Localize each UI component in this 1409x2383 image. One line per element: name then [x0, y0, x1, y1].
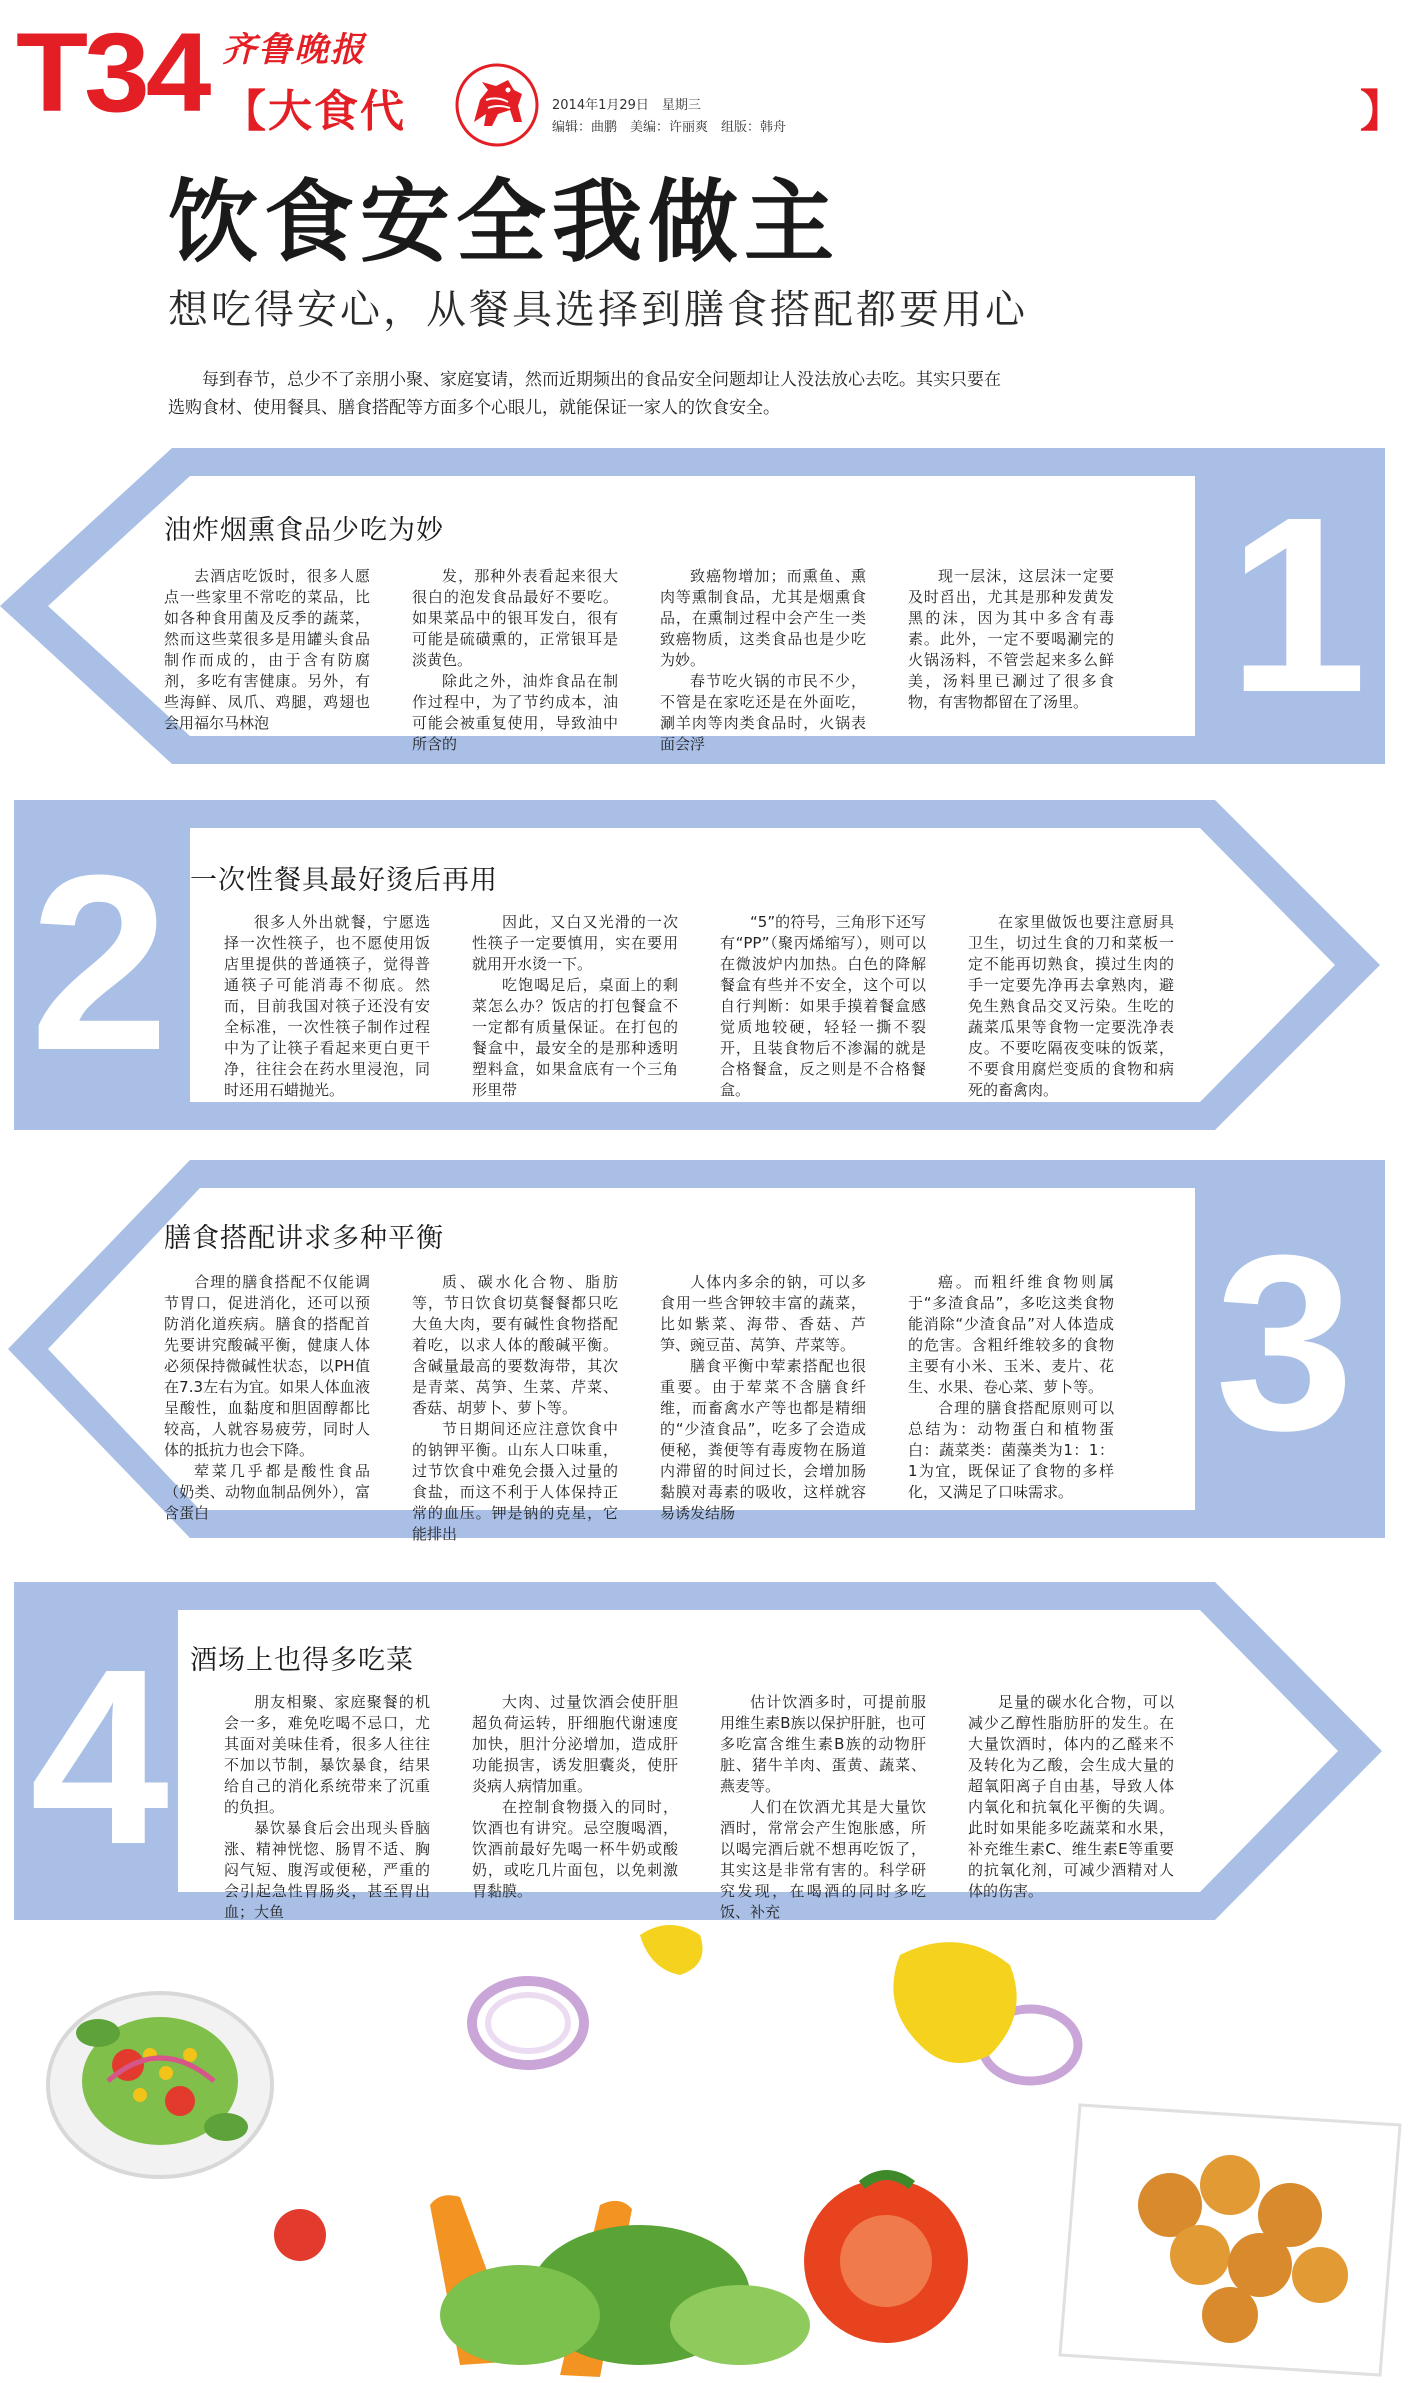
paragraph: 现一层沫，这层沫一定要及时舀出，尤其是那种发黄发黑的沫，因为其中多含有毒素。此外，一定不要喝涮完的火锅汤料，不管尝起来多么鲜美，汤料里已涮过了很多食物，有害物都留在了汤里。	[908, 567, 1114, 711]
paragraph: 暴饮暴食后会出现头昏脑涨、精神恍惚、肠胃不适、胸闷气短、腹泻或便秘，严重的会引起急性胃肠炎，甚至胃出血；大鱼	[224, 1819, 430, 1921]
section-2-number: 2	[30, 823, 170, 1102]
paragraph: 合理的膳食搭配不仅能调节胃口，促进消化，还可以预防消化道疾病。膳食的搭配首先要讲究酸碱平衡，健康人体必须保持微碱性状态，以PH值在7.3左右为宜。如果人体血液呈酸性，血黏度和胆固醇都比较高，人就容易疲劳，同时人体的抵抗力也会下降。	[164, 1273, 370, 1459]
paragraph: 在控制食物摄入的同时，饮酒也有讲究。忌空腹喝酒，饮酒前最好先喝一杯牛奶或酸奶，或吃几片面包，以免刺激胃黏膜。	[472, 1798, 678, 1900]
column-bracket-right: 】	[1360, 86, 1404, 137]
section-3-number: 3	[1215, 1203, 1355, 1482]
section-3-column-1	[164, 1272, 370, 1545]
paragraph: 人体内多余的钠，可以多食用一些含钾较丰富的蔬菜，比如紫菜、海带、香菇、芦笋、豌豆苗、莴笋、芹菜等。	[660, 1273, 866, 1354]
section-1-column-1	[164, 566, 370, 755]
paragraph: 质、碳水化合物、脂肪等，节日饮食切莫餐餐都只吃大鱼大肉，要有碱性食物搭配着吃，以求人体的酸碱平衡。含碱量最高的要数海带，其次是青菜、莴笋、生菜、芹菜、香菇、胡萝卜、萝卜等。	[412, 1273, 618, 1417]
section-2-column-1	[224, 912, 430, 1101]
article-title: 饮食安全我做主	[168, 170, 840, 275]
section-4-column-2	[472, 1692, 678, 1923]
section-4-column-3	[720, 1692, 926, 1923]
paragraph: 癌。而粗纤维食物则属于“多渣食品”，多吃这类食物能消除“少渣食品”对人体造成的危害。含粗纤维较多的食物主要有小米、玉米、麦片、花生、水果、卷心菜、萝卜等。	[908, 1273, 1114, 1396]
article-intro: 每到春节，总少不了亲朋小聚、家庭宴请，然而近期频出的食品安全问题却让人没法放心去吃。其实只要在选购食材、使用餐具、膳食搭配等方面多个心眼儿，就能保证一家人的饮食安全。	[168, 370, 1001, 418]
section-3-title: 膳食搭配讲求多种平衡	[164, 1223, 444, 1254]
article-subtitle: 想吃得安心，从餐具选择到膳食搭配都要用心	[168, 287, 1028, 333]
section-4-number: 4	[30, 1617, 170, 1896]
section-3-column-2	[412, 1272, 618, 1545]
section-4-column-1	[224, 1692, 430, 1923]
editors-credit: 编辑：曲鹏 美编：许丽爽 组版：韩舟	[552, 120, 787, 135]
paragraph: 估计饮酒多时，可提前服用维生素B族以保护肝脏，也可多吃富含维生素B族的动物肝脏、猪牛羊肉、蛋黄、蔬菜、燕麦等。	[720, 1693, 926, 1795]
paragraph: 发，那种外表看起来很大很白的泡发食品最好不要吃。如果菜品中的银耳发白，很有可能是硫磺熏的，正常银耳是淡黄色。	[412, 567, 618, 669]
paragraph: 荤菜几乎都是酸性食品（奶类、动物血制品例外），富含蛋白	[164, 1462, 370, 1522]
paragraph: 春节吃火锅的市民不少，不管是在家吃还是在外面吃，涮羊肉等肉类食品时，火锅表面会浮	[660, 672, 866, 753]
paragraph: “5”的符号，三角形下还写有“PP”（聚丙烯缩写），则可以在微波炉内加热。白色的降解餐盒有些并不安全，这个可以自行判断：如果手摸着餐盒感觉质地较硬，轻轻一撕不裂开，且装食物后不渗漏的就是合格餐盒，反之则是不合格餐盒。	[720, 913, 926, 1099]
section-3-column-3	[660, 1272, 866, 1545]
paragraph: 吃饱喝足后，桌面上的剩菜怎么办？饭店的打包餐盒不一定都有质量保证。在打包的餐盒中，最安全的是那种透明塑料盒，如果盒底有一个三角形里带	[472, 976, 678, 1099]
greens-image	[440, 2225, 810, 2365]
section-1-column-4	[908, 566, 1114, 755]
section-4-title: 酒场上也得多吃菜	[190, 1645, 414, 1676]
paragraph: 很多人外出就餐，宁愿选择一次性筷子，也不愿使用饭店里提供的普通筷子，觉得普通筷子可能消毒不彻底。然而，目前我国对筷子还没有安全标准，一次性筷子制作过程中为了让筷子看起来更白更干净，往往会在药水里浸泡，同时还用石蜡抛光。	[224, 913, 430, 1099]
paragraph: 朋友相聚、家庭聚餐的机会一多，难免吃喝不忌口，尤其面对美味佳肴，很多人往往不加以节制，暴饮暴食，结果给自己的消化系统带来了沉重的负担。	[224, 1693, 430, 1816]
page-number: T34	[16, 10, 208, 136]
paragraph: 膳食平衡中荤素搭配也很重要。由于荤菜不含膳食纤维，而畜禽水产等也都是精细的“少渣食品”，吃多了会造成便秘，粪便等有毒废物在肠道内滞留的时间过长，会增加肠黏膜对毒素的吸收，这样就容易诱发结肠	[660, 1357, 866, 1522]
paragraph: 除此之外，油炸食品在制作过程中，为了节约成本，油可能会被重复使用，导致油中所含的	[412, 672, 618, 753]
paragraph: 因此，又白又光滑的一次性筷子一定要慎用，实在要用就用开水烫一下。	[472, 913, 678, 973]
section-2-column-2	[472, 912, 678, 1101]
paragraph: 人们在饮酒尤其是大量饮酒时，常常会产生饱胀感，所以喝完酒后就不想再吃饭了，其实这是非常有害的。科学研究发现，在喝酒的同时多吃饭、补充	[720, 1798, 926, 1921]
paragraph: 足量的碳水化合物，可以减少乙醇性脂肪肝的发生。在大量饮酒时，体内的乙醛来不及转化为乙酸，会生成大量的超氧阳离子自由基，导致人体内氧化和抗氧化平衡的失调。此时如果能多吃蔬菜和水果，补充维生素C、维生素E等重要的抗氧化剂，可减少酒精对人体的伤害。	[968, 1693, 1174, 1900]
section-4-column-4	[968, 1692, 1174, 1923]
yellow-pepper-image	[640, 1925, 1017, 2063]
section-3-column-4	[908, 1272, 1114, 1545]
paragraph: 合理的膳食搭配原则可以总结为：动物蛋白和植物蛋白：蔬菜类：菌藻类为1：1：1为宜，既保证了食物的多样化，又满足了口味需求。	[908, 1399, 1114, 1501]
section-4-banner	[0, 1582, 1409, 1920]
section-2-title: 一次性餐具最好烫后再用	[190, 865, 498, 896]
fried-chicken-plate-image	[1060, 2105, 1400, 2375]
column-name: 【大食代	[222, 86, 406, 137]
horse-papercut-icon	[452, 60, 542, 150]
section-1-title: 油炸烟熏食品少吃为妙	[164, 515, 444, 546]
section-1-column-3	[660, 566, 866, 755]
paragraph: 去酒店吃饭时，很多人愿点一些家里不常吃的菜品，比如各种食用菌及反季的蔬菜，然而这些菜很多是用罐头食品制作而成的，由于含有防腐剂，多吃有害健康。另外，有些海鲜、凤爪、鸡腿，鸡翅也会用福尔马林泡	[164, 567, 370, 732]
food-illustration	[0, 1905, 1409, 2383]
section-2-banner	[0, 800, 1409, 1130]
section-2-column-3	[720, 912, 926, 1101]
newspaper-name: 齐鲁晚报	[222, 30, 366, 70]
publish-date: 2014年1月29日 星期三	[552, 98, 701, 113]
section-1-number: 1	[1228, 465, 1368, 744]
salad-plate-image	[48, 1993, 272, 2177]
cherry-tomato-image	[274, 2209, 326, 2261]
paragraph: 在家里做饭也要注意厨具卫生，切过生食的刀和菜板一定不能再切熟食，摸过生肉的手一定要先净再去拿熟肉，避免生熟食品交叉污染。生吃的蔬菜瓜果等食物一定要洗净表皮。不要吃隔夜变味的饭菜，不要食用腐烂变质的食物和病死的畜禽肉。	[968, 913, 1174, 1099]
paragraph: 致癌物增加；而熏鱼、熏肉等熏制食品，尤其是烟熏食品，在熏制过程中会产生一类致癌物质，这类食品也是少吃为妙。	[660, 567, 866, 669]
section-1-banner	[0, 448, 1409, 764]
paragraph: 节日期间还应注意饮食中的钠钾平衡。山东人口味重，过节饮食中难免会摄入过量的食盐，而这不利于人体保持正常的血压。钾是钠的克星，它能排出	[412, 1420, 618, 1543]
section-1-column-2	[412, 566, 618, 755]
section-3-banner	[0, 1160, 1409, 1543]
paragraph: 大肉、过量饮酒会使肝胆超负荷运转，肝细胞代谢速度加快，胆汁分泌增加，造成肝功能损害，诱发胆囊炎，使肝炎病人病情加重。	[472, 1693, 678, 1795]
red-pepper-image	[804, 2175, 968, 2343]
section-2-column-4	[968, 912, 1174, 1101]
